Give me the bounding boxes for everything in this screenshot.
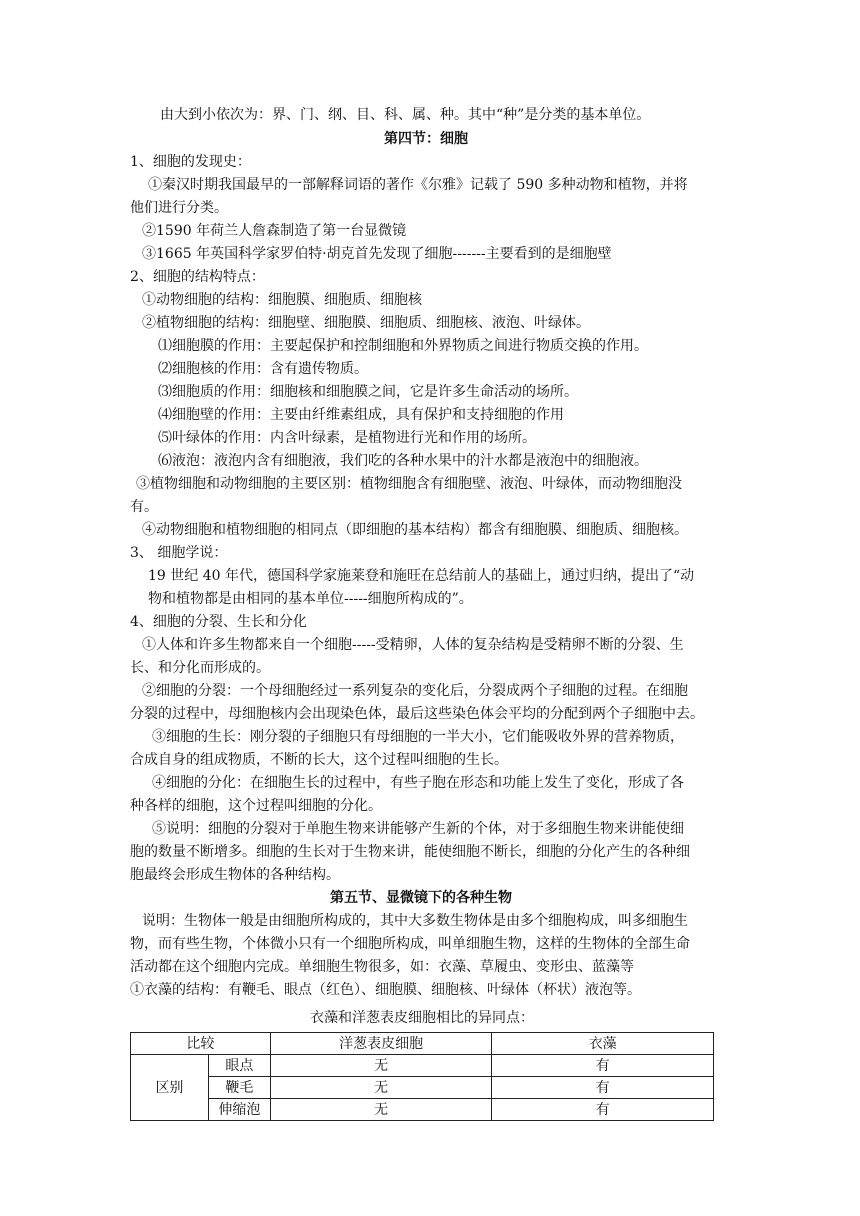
subheading: 1、细胞的发现史： <box>130 154 251 170</box>
text-line: ⑤说明：细胞的分裂对于单胞生物来讲能够产生新的个体，对于多细胞生物来讲能使细 <box>152 821 684 837</box>
text-line: 说明：生物体一般是由细胞所构成的，其中大多数生物体是由多个细胞构成，叫多细胞生 <box>142 913 688 929</box>
text-line: ①动物细胞的结构：细胞膜、细胞质、细胞核 <box>142 292 422 308</box>
text-line: 物和植物都是由相同的基本单位-----细胞所构成的”。 <box>148 591 473 607</box>
table-row <box>131 1099 714 1121</box>
text-line: ②细胞的分裂：一个母细胞经过一系列复杂的变化后，分裂成两个子细胞的过程。在细胞 <box>142 683 688 699</box>
comparison-table <box>130 1032 714 1121</box>
text-line: 物，而有些生物，个体微小只有一个细胞所构成，叫单细胞生物，这样的生物体的全部生命 <box>130 936 690 952</box>
text-line: ③1665 年英国科学家罗伯特·胡克首先发现了细胞-------主要看到的是细胞壁 <box>142 246 612 262</box>
text-line: 由大到小依次为：界、门、纲、目、科、属、种。其中“种”是分类的基本单位。 <box>160 107 651 123</box>
text-line: ①衣藻的结构：有鞭毛、眼点（红色）、细胞膜、细胞核、叶绿体（杯状）液泡等。 <box>130 982 641 998</box>
value-cell: 无 <box>270 1055 492 1077</box>
header-cell: 衣藻 <box>492 1033 714 1055</box>
text-line: ②1590 年荷兰人詹森制造了第一台显微镜 <box>142 223 407 239</box>
text-line: 种各样的细胞，这个过程叫细胞的分化。 <box>130 798 382 814</box>
table-caption: 衣藻和洋葱表皮细胞相比的异同点： <box>310 1010 534 1026</box>
table-row <box>131 1077 714 1099</box>
text-line: 他们进行分类。 <box>130 200 228 216</box>
text-line: 胞最终会形成生物体的各种结构。 <box>130 867 340 883</box>
subheading: 4、细胞的分裂、生长和分化 <box>130 614 307 630</box>
header-cell: 洋葱表皮细胞 <box>270 1033 492 1055</box>
value-cell: 有 <box>492 1099 714 1121</box>
text-line: ⑶细胞质的作用：细胞核和细胞膜之间，它是许多生命活动的场所。 <box>158 384 578 400</box>
section-heading: 第四节：细胞 <box>384 131 468 147</box>
text-line: ⑸叶绿体的作用：内含叶绿素，是植物进行光和作用的场所。 <box>158 430 536 446</box>
text-line: 分裂的过程中，母细胞核内会出现染色体，最后这些染色体会平均的分配到两个子细胞中去。 <box>130 706 704 722</box>
text-line: ⑴细胞膜的作用：主要起保护和控制细胞和外界物质之间进行物质交换的作用。 <box>158 338 648 354</box>
table-row <box>131 1055 714 1077</box>
text-line: ①人体和许多生物都来自一个细胞-----受精卵，人体的复杂结构是受精卵不断的分裂、生 <box>142 637 684 653</box>
value-cell: 无 <box>270 1099 492 1121</box>
text-line: 长、和分化而形成的。 <box>130 660 270 676</box>
item-cell: 眼点 <box>208 1055 270 1077</box>
subheading: 3、 细胞学说： <box>130 545 228 561</box>
value-cell: 无 <box>270 1077 492 1099</box>
section-heading: 第五节、显微镜下的各种生物 <box>330 890 512 906</box>
text-line: ⑹液泡：液泡内含有细胞液，我们吃的各种水果中的汁水都是液泡中的细胞液。 <box>158 453 648 469</box>
text-line: ③细胞的生长：刚分裂的子细胞只有母细胞的一半大小，它们能吸收外界的营养物质， <box>152 729 684 745</box>
table-header-row <box>131 1033 714 1055</box>
item-cell: 伸缩泡 <box>208 1099 270 1121</box>
value-cell: 有 <box>492 1055 714 1077</box>
text-line: ④细胞的分化：在细胞生长的过程中，有些子胞在形态和功能上发生了变化，形成了各 <box>152 775 684 791</box>
text-line: ④动物细胞和植物细胞的相同点（即细胞的基本结构）都含有细胞膜、细胞质、细胞核。 <box>142 522 688 538</box>
text-line: ⑷细胞壁的作用：主要由纤维素组成，具有保护和支持细胞的作用 <box>158 407 564 423</box>
text-line: 有。 <box>130 499 158 515</box>
item-cell: 鞭毛 <box>208 1077 270 1099</box>
subheading: 2、细胞的结构特点： <box>130 269 265 285</box>
text-line: 活动都在这个细胞内完成。单细胞生物很多，如：衣藻、草履虫、变形虫、蓝藻等 <box>130 959 634 975</box>
text-line: ①秦汉时期我国最早的一部解释词语的著作《尔雅》记载了 590 多种动物和植物，并将 <box>148 177 688 193</box>
header-cell: 比较 <box>131 1033 271 1055</box>
text-line: 胞的数量不断增多。细胞的生长对于生物来讲，能使细胞不断长，细胞的分化产生的各种细 <box>130 844 690 860</box>
value-cell: 有 <box>492 1077 714 1099</box>
text-line: ⑵细胞核的作用：含有遗传物质。 <box>158 361 368 377</box>
text-line: 19 世纪 40 年代，德国科学家施莱登和施旺在总结前人的基础上，通过归纳，提出了“动 <box>148 568 695 584</box>
text-line: ③植物细胞和动物细胞的主要区别：植物细胞含有细胞壁、液泡、叶绿体，而动物细胞没 <box>136 476 682 492</box>
group-label-cell: 区别 <box>131 1055 209 1121</box>
text-line: 合成自身的组成物质，不断的长大，这个过程叫细胞的生长。 <box>130 752 508 768</box>
text-line: ②植物细胞的结构：细胞壁、细胞膜、细胞质、细胞核、液泡、叶绿体。 <box>142 315 590 331</box>
